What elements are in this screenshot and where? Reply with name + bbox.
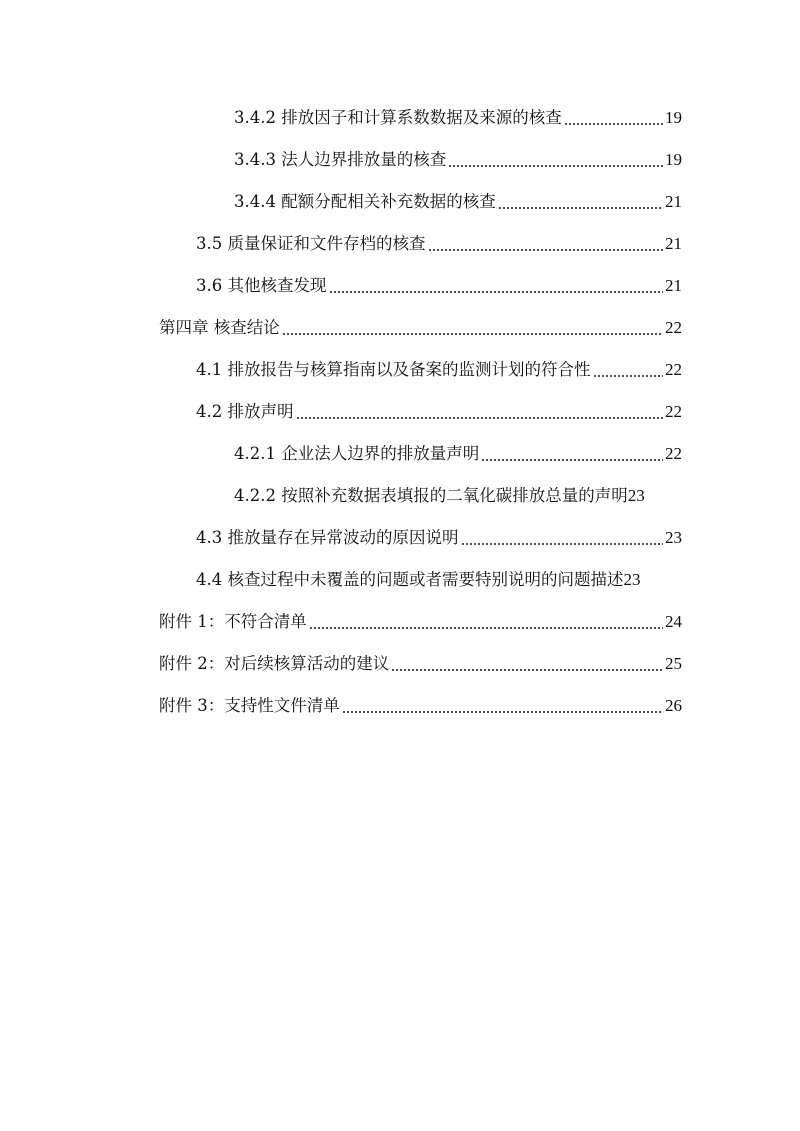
toc-entry-page: 22: [665, 402, 682, 421]
dot-leader: [481, 440, 663, 468]
toc-entry-label: 3.4.3 法人边界排放量的核查: [234, 150, 447, 169]
toc-entry-appendix-1[interactable]: [159, 608, 682, 636]
toc-entry-3-4-4[interactable]: [234, 188, 682, 216]
dot-leader: [448, 146, 663, 174]
dot-leader: [309, 608, 663, 636]
toc-entry-page: 22: [665, 444, 682, 463]
dot-leader: [329, 272, 664, 300]
toc-entry-page: 22: [665, 360, 682, 379]
toc-entry-4-3[interactable]: [196, 524, 682, 552]
toc-entry-page: 19: [665, 150, 682, 169]
dot-leader: [296, 398, 664, 426]
toc-entry-page: 21: [665, 276, 682, 295]
toc-entry-label: 附件 2：对后续核算活动的建议: [159, 654, 390, 673]
toc-entry-page: 19: [665, 108, 682, 127]
toc-entry-page: 21: [665, 234, 682, 253]
toc-entry-page: 22: [665, 318, 682, 337]
dot-leader: [461, 524, 664, 552]
dot-leader: [564, 104, 663, 132]
toc-entry-label: 4.4 核查过程中未覆盖的问题或者需要特别说明的问题描述: [196, 570, 624, 589]
toc-entry-label: 4.2.2 按照补充数据表填报的二氧化碳排放总量的声明: [234, 486, 628, 505]
toc-entry-label: 附件 3：支持性文件清单: [159, 696, 340, 715]
toc-entry-label: 4.3 推放量存在异常波动的原因说明: [196, 528, 459, 547]
dot-leader: [342, 692, 663, 720]
toc-entry-appendix-2[interactable]: [159, 650, 682, 678]
toc-entry-page: 21: [665, 192, 682, 211]
dot-leader: [428, 230, 664, 258]
dot-leader: [593, 356, 664, 384]
toc-entry-chapter-4[interactable]: [159, 314, 682, 342]
toc-entry-3-4-2[interactable]: [234, 104, 682, 132]
dot-leader: [391, 650, 663, 678]
dot-leader: [282, 314, 663, 342]
toc-entry-page: 24: [665, 612, 682, 631]
toc-entry-label: 3.4.2 排放因子和计算系数数据及来源的核查: [234, 108, 562, 127]
toc-entry-3-4-3[interactable]: [234, 146, 682, 174]
toc-entry-3-6[interactable]: [196, 272, 682, 300]
toc-entry-label: 3.5 质量保证和文件存档的核查: [196, 234, 426, 253]
toc-entry-4-4[interactable]: [196, 566, 696, 594]
toc-entry-page: 25: [665, 654, 682, 673]
toc-entry-3-5[interactable]: [196, 230, 682, 258]
toc-entry-4-2-1[interactable]: [234, 440, 682, 468]
toc-entry-label: 4.1 排放报告与核算指南以及备案的监测计划的符合性: [196, 360, 591, 379]
toc-entry-4-1[interactable]: [196, 356, 682, 384]
toc-entry-4-2[interactable]: [196, 398, 682, 426]
toc-entry-page: 23: [623, 570, 641, 589]
toc-entry-page: 23: [665, 528, 682, 547]
toc-entry-label: 3.4.4 配额分配相关补充数据的核查: [234, 192, 496, 211]
toc-entry-label: 第四章 核查结论: [159, 318, 280, 337]
dot-leader: [498, 188, 663, 216]
toc-entry-label: 4.2 排放声明: [196, 402, 294, 421]
toc-entry-page: 23: [627, 486, 645, 505]
toc-entry-label: 4.2.1 企业法人边界的排放量声明: [234, 444, 480, 463]
toc-entry-4-2-2[interactable]: [234, 482, 694, 510]
toc-entry-appendix-3[interactable]: [159, 692, 682, 720]
toc-entry-label: 附件 1：不符合清单: [159, 612, 307, 631]
toc-entry-page: 26: [665, 696, 682, 715]
toc-entry-label: 3.6 其他核查发现: [196, 276, 327, 295]
